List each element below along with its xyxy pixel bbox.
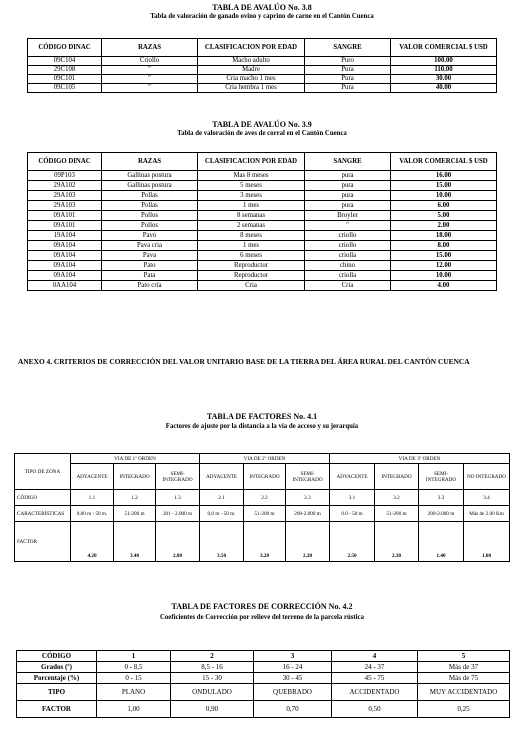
table-cell: Pura <box>305 66 391 75</box>
table-cell: 15.00 <box>391 181 497 191</box>
table-39-body <box>28 171 497 291</box>
factor-cell: 4.20 <box>71 522 114 562</box>
sub-header: SEMI-INTEGRADO <box>419 464 464 490</box>
table-41-title: TABLA DE FACTORES No. 4.1 <box>206 412 318 421</box>
sub-header: INTEGRADO <box>375 464 419 490</box>
table-cell: 0,90 <box>171 701 254 718</box>
table-cell: pura <box>305 191 391 201</box>
caracteristica-cell: 51-200 m <box>244 506 286 522</box>
table-cell: 0,70 <box>254 701 332 718</box>
annex-heading: ANEXO 4. CRITERIOS DE CORRECCIÓN DEL VALOR UNITARIO BASE DE LA TIERRA DEL ÁREA RURAL DEL CANTÓN CUENCA <box>18 357 470 366</box>
table-cell: 8.00 <box>391 241 497 251</box>
column-header: CÓDIGO DINAC <box>28 153 102 171</box>
factor-cell: 2.20 <box>286 522 330 562</box>
table-cell: Mas 8 meses <box>198 171 305 181</box>
table-cell: 2 <box>171 651 254 662</box>
table-row <box>28 261 497 271</box>
table-cell: 10.00 <box>391 271 497 281</box>
table-cell: Gallinas postura <box>102 181 198 191</box>
table-cell: 1 <box>97 651 171 662</box>
table-cell: 2 semanas <box>198 221 305 231</box>
column-header: CÓDIGO DINAC <box>28 39 102 57</box>
column-header: SANGRE <box>305 39 391 57</box>
table-cell: PLANO <box>97 684 171 701</box>
table-cell: 4.00 <box>391 281 497 291</box>
table-cell: 09P103 <box>28 171 102 181</box>
codigo-cell: 3.1 <box>330 490 375 506</box>
row-label: TIPO <box>17 684 97 701</box>
codigo-cell: 2.1 <box>200 490 244 506</box>
table-row <box>28 271 497 281</box>
table-cell: Pollas <box>102 191 198 201</box>
column-header: CLASIFICACION POR EDAD <box>198 153 305 171</box>
table-cell: 09C101 <box>28 75 102 84</box>
table-cell: 6.00 <box>391 201 497 211</box>
table-38-title: TABLA DE AVALÚO No. 3.8 <box>212 3 312 12</box>
table-cell: " <box>102 75 198 84</box>
table-cell: chino <box>305 261 391 271</box>
factor-cell: 1.40 <box>419 522 464 562</box>
group-header-2: VIA DE 2º ORDEN <box>200 454 330 464</box>
table-row <box>28 221 497 231</box>
table-cell: 09C104 <box>28 57 102 66</box>
table-cell: 6 meses <box>198 251 305 261</box>
table-cell: 29A103 <box>28 201 102 211</box>
table-cell: 29A102 <box>28 181 102 191</box>
table-cell: Broyler <box>305 211 391 221</box>
table-cell: " <box>102 66 198 75</box>
table-row <box>28 57 497 66</box>
column-header: SANGRE <box>305 153 391 171</box>
table-cell: Cria <box>198 281 305 291</box>
table-cell: 0 - 15 <box>97 673 171 684</box>
table-row <box>28 201 497 211</box>
table-cell: 100.00 <box>391 57 497 66</box>
sub-header: SEMI-INTEGRADO <box>286 464 330 490</box>
caracteristica-cell: 0,00 m - 50 m. <box>71 506 114 522</box>
table-cell: criolla <box>305 271 391 281</box>
table-cell: 0,25 <box>418 701 510 718</box>
table-cell: 8 semanas <box>198 211 305 221</box>
sub-header: INTEGRADO <box>114 464 156 490</box>
table-cell: Pollos <box>102 221 198 231</box>
table-row <box>17 662 510 673</box>
table-42-body <box>17 651 510 718</box>
table-39-subtitle: Tabla de valoración de aves de corral en el Cantón Cuenca <box>177 130 347 137</box>
table-row <box>28 66 497 75</box>
table-cell: 09A104 <box>28 271 102 281</box>
factor-label: FACTOR <box>15 522 71 562</box>
table-cell: 2.00 <box>391 221 497 231</box>
table-cell: criolla <box>305 251 391 261</box>
table-cell: 09A101 <box>28 211 102 221</box>
table-cell: Pava <box>102 251 198 261</box>
table-cell: Más de 37 <box>418 662 510 673</box>
sub-header: ADYACENTE <box>71 464 114 490</box>
table-41-subtitle: Factores de ajuste por la distancia a la vía de acceso y su jerarquía <box>165 423 359 430</box>
table-row <box>17 701 510 718</box>
table-cell: 29A103 <box>28 191 102 201</box>
table-cell: Reproductor <box>198 261 305 271</box>
caracteristica-cell: 0.0 - 50 m <box>330 506 375 522</box>
table-cell: pura <box>305 181 391 191</box>
table-cell: " <box>305 221 391 231</box>
table-cell: 4 <box>332 651 418 662</box>
table-cell: MUY ACCIDENTADO <box>418 684 510 701</box>
table-cell: 5 <box>418 651 510 662</box>
table-row <box>15 490 510 506</box>
table-cell: Pato <box>102 261 198 271</box>
group-header-3: VIA DE 3º ORDEN <box>330 454 510 464</box>
table-cell: 30 - 45 <box>254 673 332 684</box>
table-cell: 15 - 30 <box>171 673 254 684</box>
table-39-title: TABLA DE AVALÚO No. 3.9 <box>212 120 312 129</box>
column-header: RAZAS <box>102 153 198 171</box>
table-cell: Macho adulto <box>198 57 305 66</box>
table-41 <box>14 453 510 562</box>
table-cell: ACCIDENTADO <box>332 684 418 701</box>
table-cell: 3 meses <box>198 191 305 201</box>
table-row <box>17 684 510 701</box>
zone-type-header: TIPO DE ZONA <box>15 454 71 490</box>
table-39-header <box>28 153 497 171</box>
table-row <box>28 171 497 181</box>
caracteristica-cell: 200-2.000 m <box>286 506 330 522</box>
table-cell: 1 mes <box>198 201 305 211</box>
column-header: VALOR COMERCIAL $ USD <box>391 153 497 171</box>
table-cell: 0AA104 <box>28 281 102 291</box>
caracteristica-cell: Más de 2.00 Km <box>464 506 510 522</box>
table-cell: Puro <box>305 57 391 66</box>
table-cell: 19A104 <box>28 231 102 241</box>
table-cell: 16 - 24 <box>254 662 332 673</box>
header-row <box>28 153 497 171</box>
table-cell: 15.00 <box>391 251 497 261</box>
table-row <box>28 251 497 261</box>
table-39 <box>27 152 497 291</box>
sub-header: INTEGRADO <box>244 464 286 490</box>
column-header: RAZAS <box>102 39 198 57</box>
table-cell: Pato cría <box>102 281 198 291</box>
table-cell: 5 meses <box>198 181 305 191</box>
table-cell: pura <box>305 171 391 181</box>
table-38-header <box>28 39 497 57</box>
codigo-label: CÓDIGO <box>15 490 71 506</box>
table-cell: Pura <box>305 75 391 84</box>
factor-cell: 3.20 <box>244 522 286 562</box>
table-cell: Cria macho 1 mes <box>198 75 305 84</box>
table-42 <box>16 650 510 718</box>
table-cell: 8 meses <box>198 231 305 241</box>
row-label: Grados (º) <box>17 662 97 673</box>
table-row <box>15 522 510 562</box>
table-cell: " <box>102 84 198 93</box>
table-cell: Pollos <box>102 211 198 221</box>
table-cell: 30.00 <box>391 75 497 84</box>
table-41-body <box>15 454 510 562</box>
table-row <box>28 191 497 201</box>
table-cell: 3 <box>254 651 332 662</box>
table-cell: Pavo <box>102 231 198 241</box>
codigo-cell: 2.2 <box>244 490 286 506</box>
table-cell: 1,00 <box>97 701 171 718</box>
column-header: CLASIFICACION POR EDAD <box>198 39 305 57</box>
table-42-subtitle: Coeficientes de Corrección por relieve del terreno de la parcela rústica <box>160 614 364 621</box>
column-header: VALOR COMERCIAL $ USD <box>391 39 497 57</box>
caracteristica-cell: 201 - 2.000 m <box>156 506 200 522</box>
table-row <box>17 651 510 662</box>
table-cell: Pava cria <box>102 241 198 251</box>
sub-header: NO INTEGRADO <box>464 464 510 490</box>
table-cell: 0,50 <box>332 701 418 718</box>
table-row <box>28 281 497 291</box>
factor-cell: 3.50 <box>200 522 244 562</box>
sub-header: SEMI-INTEGRADO <box>156 464 200 490</box>
table-cell: 10.00 <box>391 191 497 201</box>
table-38 <box>27 38 497 93</box>
caracteristica-cell: 0,0 m - 50 m. <box>200 506 244 522</box>
table-row <box>28 181 497 191</box>
table-cell: Madre <box>198 66 305 75</box>
table-cell: Reproductor <box>198 271 305 281</box>
table-42-title: TABLA DE FACTORES DE CORRECCIÓN No. 4.2 <box>171 602 353 611</box>
factor-cell: 2.30 <box>375 522 419 562</box>
caracteristica-cell: 200-2.000 m <box>419 506 464 522</box>
table-cell: 09A104 <box>28 251 102 261</box>
table-row <box>28 241 497 251</box>
table-cell: 1 mes <box>198 241 305 251</box>
codigo-cell: 3.4 <box>464 490 510 506</box>
table-cell: 40.00 <box>391 84 497 93</box>
table-cell: Criollo <box>102 57 198 66</box>
table-cell: QUEBRADO <box>254 684 332 701</box>
table-row <box>17 673 510 684</box>
table-cell: 16.00 <box>391 171 497 181</box>
table-38-body <box>28 57 497 93</box>
table-cell: Gallinas postura <box>102 171 198 181</box>
table-row <box>28 211 497 221</box>
row-label: Porcentaje (%) <box>17 673 97 684</box>
table-cell: Pura <box>305 84 391 93</box>
table-row <box>15 506 510 522</box>
table-row <box>28 84 497 93</box>
codigo-cell: 1.3 <box>156 490 200 506</box>
header-row <box>28 39 497 57</box>
factor-cell: 1.00 <box>464 522 510 562</box>
table-cell: 8,5 - 16 <box>171 662 254 673</box>
codigo-cell: 3.3 <box>419 490 464 506</box>
row-label: FACTOR <box>17 701 97 718</box>
row-label: CÓDIGO <box>17 651 97 662</box>
table-cell: criollo <box>305 241 391 251</box>
caracteristica-cell: 51-200 m <box>114 506 156 522</box>
table-cell: 09A101 <box>28 221 102 231</box>
group-header-1: VIA DE 1º ORDEN <box>71 454 200 464</box>
table-cell: Pata <box>102 271 198 281</box>
codigo-cell: 3.2 <box>375 490 419 506</box>
codigo-cell: 1.2 <box>114 490 156 506</box>
table-cell: 09A104 <box>28 241 102 251</box>
table-row <box>15 464 510 490</box>
factor-cell: 3.40 <box>114 522 156 562</box>
table-cell: Pollas <box>102 201 198 211</box>
caracteristicas-label: CARACTERÍSTICAS <box>15 506 71 522</box>
table-cell: 09A104 <box>28 261 102 271</box>
caracteristica-cell: 51-200 m <box>375 506 419 522</box>
table-cell: criollo <box>305 231 391 241</box>
factor-cell: 2.50 <box>330 522 375 562</box>
table-cell: pura <box>305 201 391 211</box>
table-cell: 09C105 <box>28 84 102 93</box>
table-cell: 18.00 <box>391 231 497 241</box>
codigo-cell: 2.3 <box>286 490 330 506</box>
sub-header: ADYACENTE <box>330 464 375 490</box>
codigo-cell: 1.1 <box>71 490 114 506</box>
table-cell: 110.00 <box>391 66 497 75</box>
table-row <box>28 231 497 241</box>
table-cell: 0 - 8,5 <box>97 662 171 673</box>
table-cell: 12.00 <box>391 261 497 271</box>
table-cell: Cria <box>305 281 391 291</box>
table-cell: ONDULADO <box>171 684 254 701</box>
table-row <box>28 75 497 84</box>
table-cell: 24 - 37 <box>332 662 418 673</box>
table-cell: Cria hembra 1 mes <box>198 84 305 93</box>
factor-cell: 2.80 <box>156 522 200 562</box>
table-cell: 5.00 <box>391 211 497 221</box>
table-cell: Más de 75 <box>418 673 510 684</box>
sub-header: ADYACENTE <box>200 464 244 490</box>
table-38-subtitle: Tabla de valoración de ganado ovino y caprino de carne en el Cantón Cuenca <box>150 13 374 20</box>
table-cell: 29C108 <box>28 66 102 75</box>
table-cell: 45 - 75 <box>332 673 418 684</box>
